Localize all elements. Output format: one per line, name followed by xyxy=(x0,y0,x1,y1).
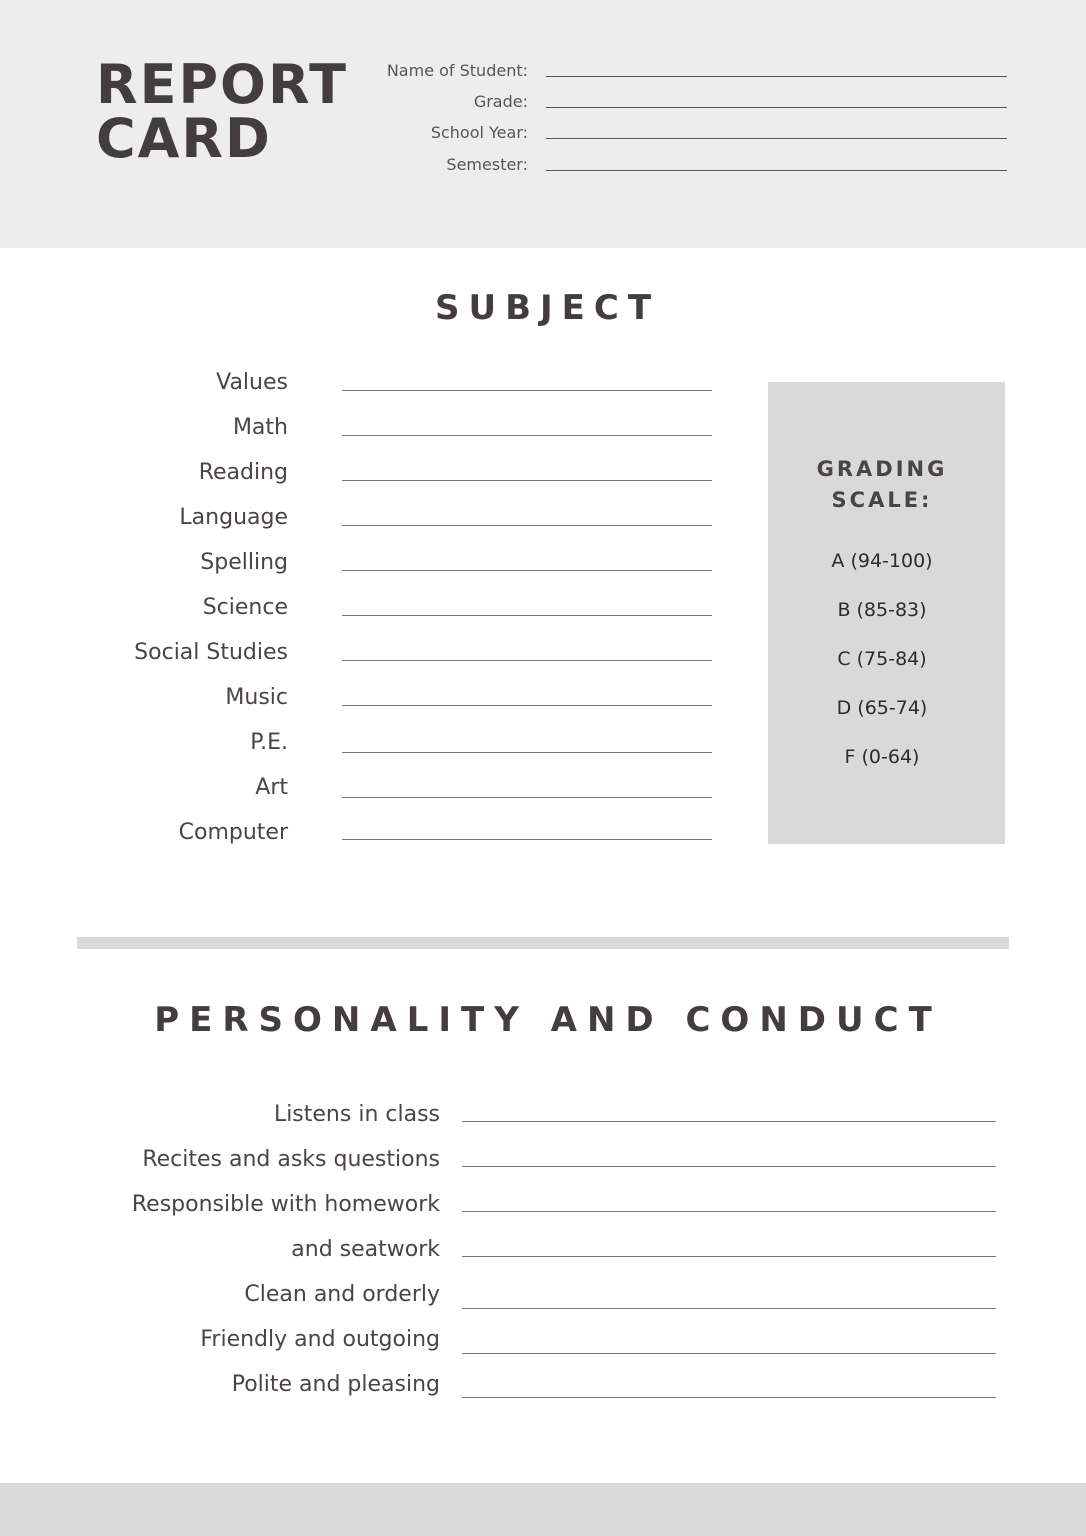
conduct-row xyxy=(0,1100,1000,1130)
conduct-label: Polite and pleasing xyxy=(231,1372,440,1397)
conduct-row xyxy=(0,1280,1000,1310)
conduct-heading: PERSONALITY AND CONDUCT xyxy=(154,1000,942,1040)
subject-label: Spelling xyxy=(200,550,288,575)
title-line-2: CARD xyxy=(96,107,272,170)
student-name-row xyxy=(340,60,1010,84)
conduct-rating-field[interactable] xyxy=(462,1308,996,1309)
subject-label: Math xyxy=(232,415,288,440)
conduct-label: Clean and orderly xyxy=(244,1282,440,1307)
subject-row xyxy=(0,413,720,443)
subject-label: Art xyxy=(255,775,288,800)
subject-grade-field[interactable] xyxy=(342,435,712,436)
subject-row xyxy=(0,503,720,533)
subject-grade-field[interactable] xyxy=(342,390,712,391)
conduct-row xyxy=(0,1370,1000,1400)
school-year-field[interactable] xyxy=(546,138,1007,139)
grade-scale-item: C (75-84) xyxy=(837,648,927,670)
subject-heading: SUBJECT xyxy=(434,288,661,328)
subject-row xyxy=(0,683,720,713)
student-name-label: Name of Student: xyxy=(386,61,528,80)
conduct-row xyxy=(0,1325,1000,1355)
grade-scale-item: D (65-74) xyxy=(836,697,928,719)
conduct-rating-field[interactable] xyxy=(462,1353,996,1354)
conduct-label: Responsible with homework xyxy=(131,1192,440,1217)
subject-row xyxy=(0,818,720,848)
conduct-row xyxy=(0,1190,1000,1220)
subject-grade-field[interactable] xyxy=(342,705,712,706)
conduct-rating-field[interactable] xyxy=(462,1256,996,1257)
subject-label: P.E. xyxy=(250,730,288,755)
subject-row xyxy=(0,593,720,623)
semester-label: Semester: xyxy=(446,155,528,174)
semester-field[interactable] xyxy=(546,170,1007,171)
subject-label: Reading xyxy=(198,460,288,485)
conduct-rating-field[interactable] xyxy=(462,1121,996,1122)
subject-row xyxy=(0,548,720,578)
subject-grade-field[interactable] xyxy=(342,797,712,798)
grade-scale-item: F (0-64) xyxy=(844,746,920,768)
subject-grade-field[interactable] xyxy=(342,480,712,481)
school-year-label: School Year: xyxy=(430,123,528,142)
conduct-label: Recites and asks questions xyxy=(142,1147,440,1172)
conduct-row xyxy=(0,1145,1000,1175)
grade-field[interactable] xyxy=(546,107,1007,108)
subject-row xyxy=(0,458,720,488)
grade-label: Grade: xyxy=(473,92,528,111)
subject-grade-field[interactable] xyxy=(342,752,712,753)
grade-row xyxy=(340,91,1010,115)
report-card-title xyxy=(96,53,348,170)
subject-label: Music xyxy=(225,685,288,710)
subject-grade-field[interactable] xyxy=(342,839,712,840)
conduct-rating-field[interactable] xyxy=(462,1166,996,1167)
student-name-field[interactable] xyxy=(546,76,1007,77)
conduct-label: and seatwork xyxy=(291,1237,440,1262)
subject-label: Computer xyxy=(178,820,288,845)
conduct-row xyxy=(0,1235,1000,1265)
subject-label: Values xyxy=(216,370,288,395)
header-band xyxy=(0,0,1086,248)
footer-band xyxy=(0,1483,1086,1536)
subject-row xyxy=(0,773,720,803)
conduct-rating-field[interactable] xyxy=(462,1397,996,1398)
school-year-row xyxy=(340,122,1010,146)
grade-scale-item: A (94-100) xyxy=(831,550,933,572)
grading-scale-heading: GRADING SCALE: xyxy=(816,457,948,512)
grading-scale-panel xyxy=(768,382,1005,844)
subject-grade-field[interactable] xyxy=(342,660,712,661)
title-line-1: REPORT xyxy=(96,53,348,116)
subject-row xyxy=(0,728,720,758)
subject-row xyxy=(0,638,720,668)
grade-scale-item: B (85-83) xyxy=(837,599,927,621)
conduct-label: Friendly and outgoing xyxy=(200,1327,440,1352)
subject-row xyxy=(0,368,720,398)
subject-label: Science xyxy=(202,595,288,620)
semester-row xyxy=(340,154,1010,178)
subject-grade-field[interactable] xyxy=(342,570,712,571)
subject-grade-field[interactable] xyxy=(342,615,712,616)
conduct-rating-field[interactable] xyxy=(462,1211,996,1212)
subject-label: Social Studies xyxy=(134,640,288,665)
section-divider xyxy=(77,937,1009,949)
subject-grade-field[interactable] xyxy=(342,525,712,526)
conduct-label: Listens in class xyxy=(273,1102,440,1127)
subject-label: Language xyxy=(179,505,288,530)
